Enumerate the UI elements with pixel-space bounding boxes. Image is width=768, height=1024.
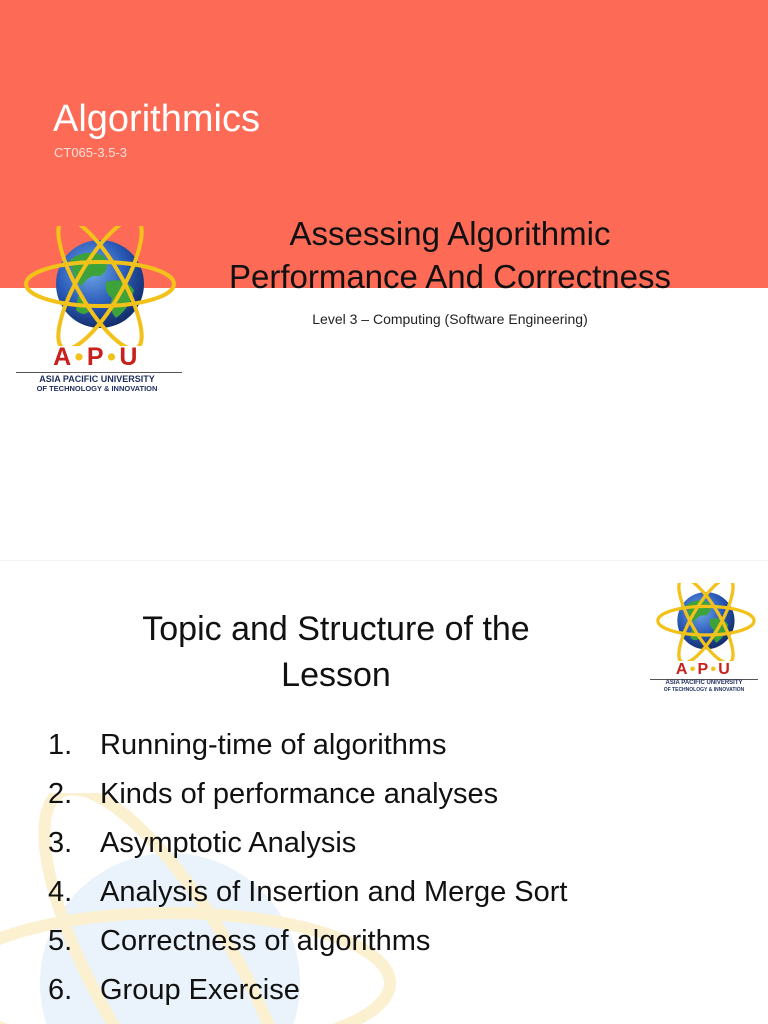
course-code: CT065-3.5-3	[54, 145, 127, 160]
slide-subtitle: Level 3 – Computing (Software Engineering)	[312, 311, 588, 327]
slide-title	[176, 212, 724, 298]
list-item: 2. Kinds of performance analyses	[48, 778, 499, 810]
topic-title	[66, 606, 606, 698]
atom-globe-icon	[8, 226, 186, 346]
logo-university-name: ASIA PACIFIC UNIVERSITY OF TECHNOLOGY & INNOVATION	[663, 680, 745, 693]
apu-logo-small	[646, 583, 762, 693]
list-item: 1. Running-time of algorithms	[48, 729, 447, 761]
topic-title-line-2: Lesson	[281, 656, 391, 694]
list-item: 6. Group Exercise	[48, 974, 300, 1006]
slide-title-line-1: Assessing Algorithmic	[289, 215, 611, 252]
list-item: 5. Correctness of algorithms	[48, 925, 431, 957]
topic-title-line-1: Topic and Structure of the	[142, 610, 530, 648]
atom-globe-icon	[646, 583, 762, 661]
apu-letters: A•P•U	[53, 343, 141, 371]
logo-divider	[16, 372, 182, 373]
slide-title-line-2: Performance And Correctness	[228, 258, 672, 295]
logo-university-name: ASIA PACIFIC UNIVERSITY OF TECHNOLOGY & INNOVATION	[36, 374, 158, 393]
apu-logo	[8, 226, 186, 394]
course-title: Algorithmics	[53, 98, 260, 140]
list-item: 3. Asymptotic Analysis	[48, 827, 357, 859]
apu-letters: A•P•U	[675, 661, 733, 678]
lesson-topic-list	[48, 724, 567, 1018]
list-item: 4. Analysis of Insertion and Merge Sort	[48, 876, 568, 908]
